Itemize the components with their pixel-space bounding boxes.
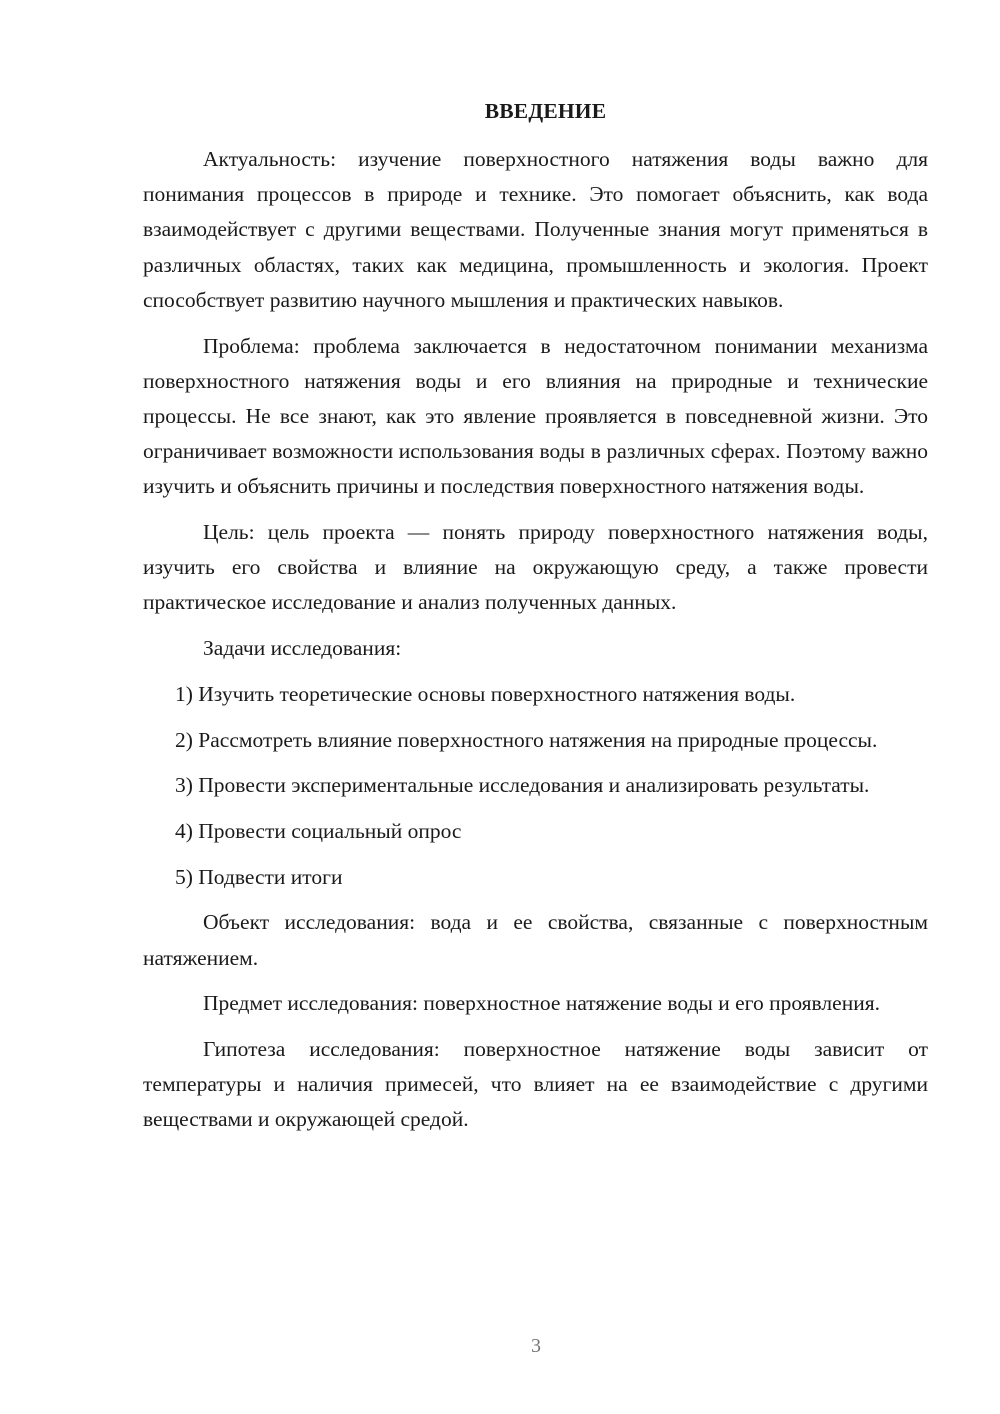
tasks-heading: Задачи исследования:: [203, 636, 402, 661]
task-item-2: 2) Рассмотреть влияние поверхностного натяжения на природные процессы.: [175, 727, 878, 752]
task-item-3: 3) Провести экспериментальные исследования и анализировать результаты.: [175, 773, 870, 798]
problem-paragraph: Проблема: проблема заключается в недостаточном понимании механизма поверхностного натяжения воды и его влияния на природные и технические процессы. Не все знают, как это явление проявляется в повседневной жизни. Это ограничивает возможности использования воды в различных сферах. Поэтому важно изучить и объяснить причины и последствия поверхностного натяжения воды.: [143, 333, 928, 499]
task-item-5: 5) Подвести итоги: [175, 864, 343, 889]
hypothesis-paragraph: Гипотеза исследования: поверхностное натяжение воды зависит от температуры и наличия примесей, что влияет на ее взаимодействие с другими веществами и окружающей средой.: [143, 1036, 928, 1132]
section-title: ВВЕДЕНИЕ: [484, 99, 607, 123]
page-number: 3: [531, 1335, 541, 1357]
task-item-1: 1) Изучить теоретические основы поверхностного натяжения воды.: [175, 681, 796, 706]
object-paragraph: Объект исследования: вода и ее свойства, связанные с поверхностным натяжением.: [143, 910, 928, 970]
page-content: [143, 98, 928, 1148]
task-item-4: 4) Провести социальный опрос: [175, 818, 462, 843]
subject-paragraph: Предмет исследования: поверхностное натяжение воды и его проявления.: [203, 991, 880, 1016]
relevance-paragraph: Актуальность: изучение поверхностного натяжения воды важно для понимания процессов в природе и технике. Это помогает объяснить, как вода взаимодействует с другими веществами. Полученные знания могут применяться в различных областях, таких как медицина, промышленность и экология. Проект способствует развитию научного мышления и практических навыков.: [143, 147, 928, 312]
goal-paragraph: Цель: цель проекта — понять природу поверхностного натяжения воды, изучить его свойства и влияние на окружающую среду, а также провести практическое исследование и анализ полученных данных.: [143, 520, 928, 615]
